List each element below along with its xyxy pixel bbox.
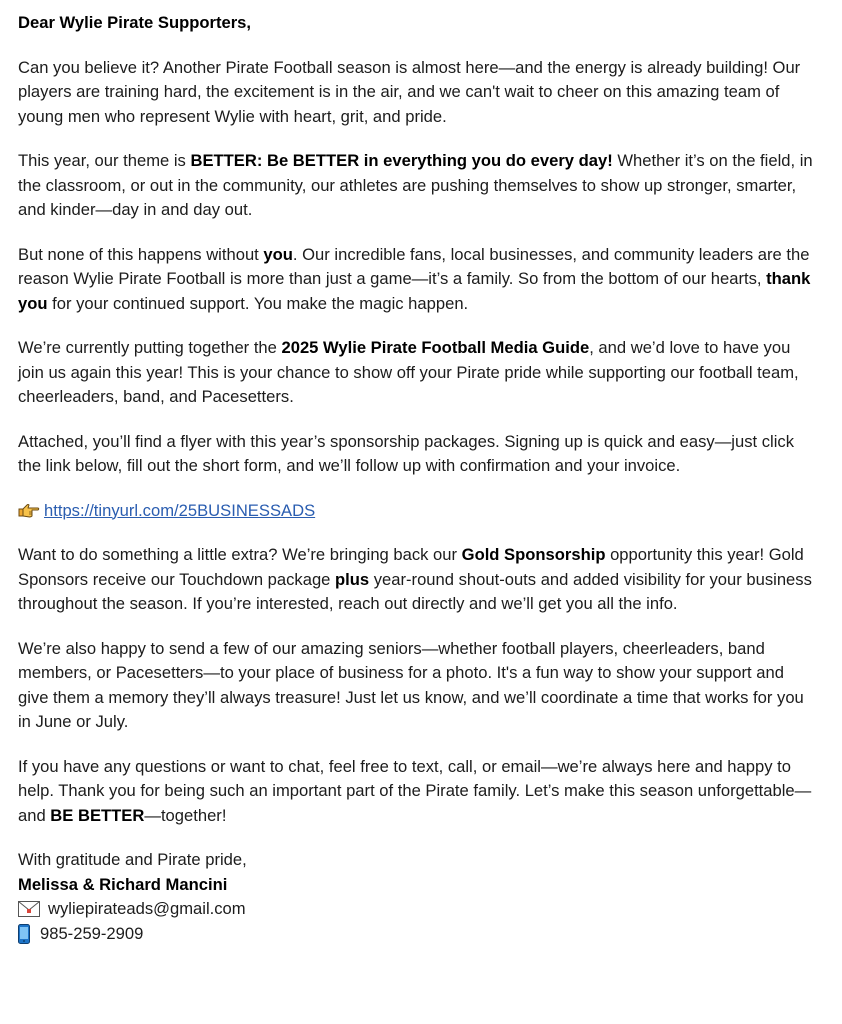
paragraph-text: —together! — [144, 805, 227, 825]
paragraph-seniors: We’re also happy to send a few of our amazing seniors—whether football players, cheerleaders, band members, or Pacesetters—to your place of business for a photo. It's a fun way to show your support and give them a memory they’ll always treasure! Just let us know, and we’ll coordinate a time that works for you in June or July. — [18, 638, 804, 731]
signature-names — [18, 873, 818, 898]
mobile-phone-icon — [18, 924, 40, 944]
closing-line: With gratitude and Pirate pride, — [18, 850, 247, 869]
email-line — [18, 897, 818, 922]
pointing-hand-icon — [18, 499, 44, 523]
paragraph-text: This year, our theme is — [18, 151, 191, 170]
paragraph-text: , and we’d love to have you join us again this year! This is your chance to show off your Pirate pride while supporting our football team, cheerleaders, band, and Pacesetters. — [18, 338, 799, 406]
paragraph-text: . Our incredible fans, local businesses, and community leaders are the reason Wylie Pirate Football is more than just a game—it’s a family. So from the bottom of our hearts, — [18, 244, 810, 288]
theme-bold: BETTER: Be BETTER in everything you do every day! — [190, 151, 613, 170]
paragraph-text: Whether it’s on the field, in the classroom, or out in the community, our athletes are pushing themselves to show up stronger, smarter, and kinder—day in and day out. — [18, 151, 813, 219]
paragraph-questions — [18, 755, 818, 829]
paragraph-text: for your continued support. You make the magic happen. — [47, 293, 469, 313]
email-address[interactable]: wyliepirateads@gmail.com — [48, 899, 246, 918]
plus-bold: plus — [335, 569, 370, 589]
paragraph-text: Want to do something a little extra? We’re bringing back our — [18, 545, 462, 564]
signature-names-bold: Melissa & Richard Mancini — [18, 874, 228, 894]
be-better-bold: BE BETTER — [50, 805, 145, 825]
paragraph-text: year-round shout-outs and added visibility for your business throughout the season. If you’re interested, reach out directly and we’ll get you all the info. — [18, 569, 812, 613]
paragraph-text: If you have any questions or want to chat, feel free to text, call, or email—we’re always here and happy to help. Thank you for being such an important part of the Pirate family. Let’s make this season unforgettable—and — [18, 756, 812, 825]
greeting: Dear Wylie Pirate Supporters, — [18, 13, 252, 32]
paragraph-media-guide — [18, 336, 818, 410]
paragraph-text: We’re currently putting together the — [18, 338, 282, 357]
paragraph-theme — [18, 149, 818, 223]
paragraph-gold-sponsorship — [18, 543, 818, 617]
signature-block — [18, 848, 818, 946]
phone-number[interactable]: 985-259-2909 — [40, 923, 144, 943]
email-body — [18, 11, 818, 946]
paragraph-intro: Can you believe it? Another Pirate Football season is almost here—and the energy is already building! Our players are training hard, the excitement is in the air, and we can't wait to cheer on this amazing team of young men who represent Wylie with heart, grit, and pride. — [18, 57, 801, 126]
paragraph-text: But none of this happens without — [18, 244, 264, 264]
signup-link-line — [18, 499, 818, 524]
you-bold: you — [263, 244, 293, 264]
paragraph-thanks — [18, 243, 818, 317]
phone-line — [18, 922, 818, 947]
paragraph-attached: Attached, you’ll find a flyer with this year’s sponsorship packages. Signing up is quick and easy—just click the link below, fill out the short form, and we’ll follow up with confirmation and your invoice. — [18, 431, 795, 475]
thank-you-bold: thank you — [18, 269, 811, 313]
media-guide-bold: 2025 Wylie Pirate Football Media Guide — [281, 338, 590, 357]
signup-link[interactable]: https://tinyurl.com/25BUSINESSADS — [44, 500, 316, 520]
envelope-icon — [18, 901, 48, 917]
gold-sponsorship-bold: Gold Sponsorship — [461, 545, 606, 564]
paragraph-text: opportunity this year! Gold Sponsors receive our Touchdown package — [18, 545, 804, 589]
